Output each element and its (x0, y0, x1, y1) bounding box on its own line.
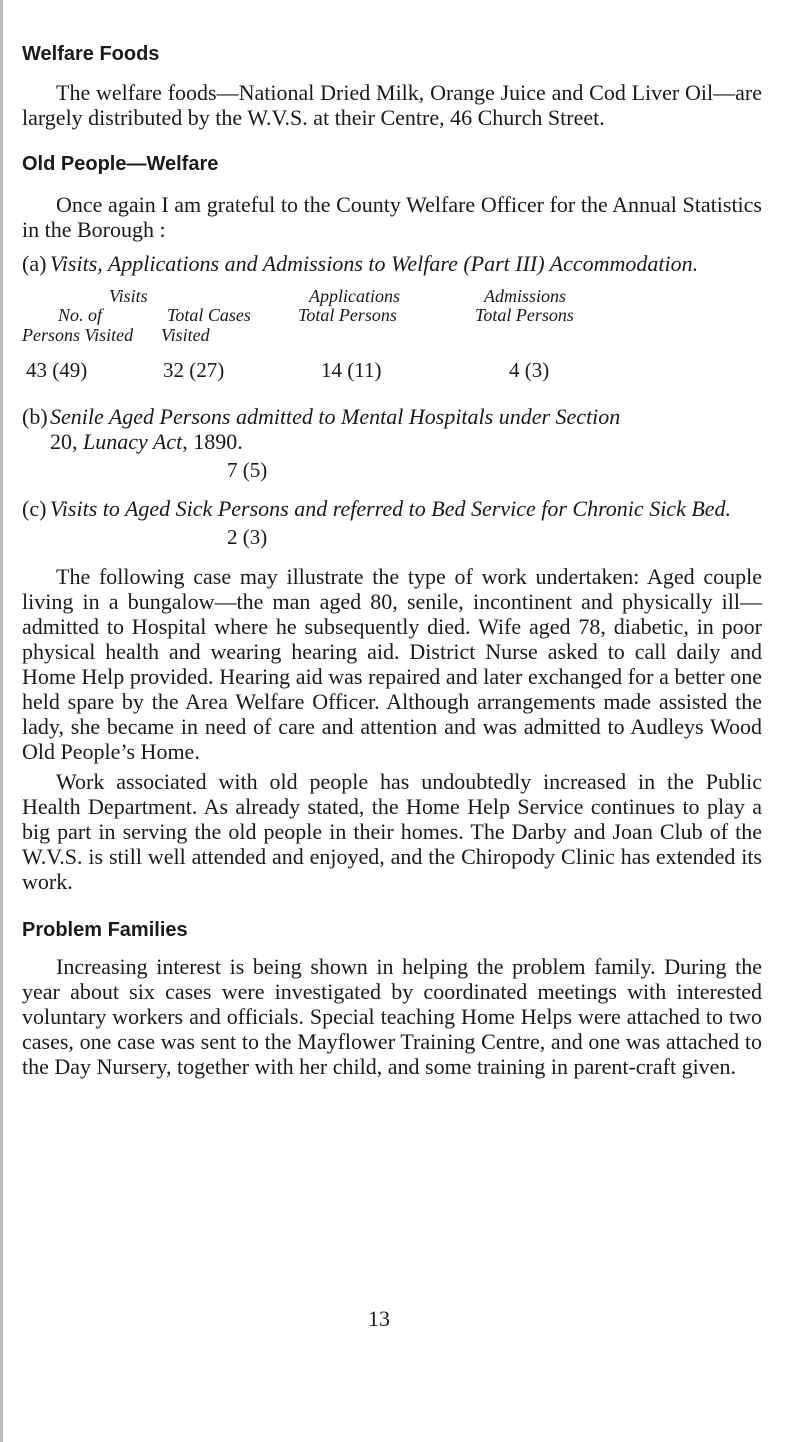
item-c-text: Visits to Aged Sick Persons and referred to Bed Service for Chronic Sick Bed. (50, 496, 732, 521)
item-c-label: (c) (22, 496, 47, 521)
table-header-visits: Visits (109, 286, 148, 306)
document-page (22, 40, 762, 1079)
page-number: 13 (368, 1306, 390, 1331)
item-a (22, 251, 762, 276)
item-b (22, 404, 762, 454)
table-header-admissions: Admissions (484, 286, 567, 306)
heading-old-people-welfare: Old People—Welfare (22, 153, 219, 175)
table-col1-line1: No. of (58, 305, 103, 325)
item-a-label: (a) (22, 251, 47, 276)
old-people-intro: Once again I am grateful to the County Welfare Officer for the Annual Statistics in the Borough : (22, 192, 762, 242)
table-value-applications: 14 (11) (321, 358, 382, 382)
table-col4: Total Persons (475, 305, 574, 325)
table-col2-line2: Visited (161, 325, 210, 345)
table-col3: Total Persons (298, 305, 397, 325)
problem-families-paragraph: Increasing interest is being shown in helping the problem family. During the year about six cases were investigated by coordinated meetings with interested voluntary workers and officials. Special teaching Home Helps were attached to two cases, one case was sent to the Mayflower Training Centre, and one was attached to the Day Nursery, together with her child, and some training in parent-craft given. (22, 954, 762, 1079)
heading-welfare-foods: Welfare Foods (22, 43, 160, 65)
item-c (22, 496, 762, 521)
table-col1-line2: Persons Visited (22, 325, 134, 345)
welfare-foods-paragraph: The welfare foods—National Dried Milk, Orange Juice and Cod Liver Oil—are largely distributed by the W.V.S. at their Centre, 46 Church Street. (22, 80, 762, 130)
statistics-table (22, 286, 762, 396)
table-value-cases-visited: 32 (27) (163, 358, 225, 382)
item-a-text: Visits, Applications and Admissions to Welfare (Part III) Accommodation. (50, 251, 699, 276)
item-b-act-name: Lunacy Act (83, 429, 183, 454)
table-value-admissions: 4 (3) (509, 358, 550, 382)
work-paragraph: Work associated with old people has undoubtedly increased in the Public Health Department. As already stated, the Home Help Service continues to play a big part in serving the old people in their homes. The Darby and Joan Club of the W.V.S. is still well attended and enjoyed, and the Chiropody Clinic has extended its work. (22, 769, 762, 894)
item-b-text: Senile Aged Persons admitted to Mental Hospitals under Section (50, 404, 621, 429)
item-c-value: 2 (3) (227, 525, 268, 549)
table-col2-line1: Total Cases (167, 305, 251, 325)
table-value-persons-visited: 43 (49) (26, 358, 88, 382)
item-b-act-year: , 1890. (182, 429, 243, 454)
item-b-value: 7 (5) (227, 458, 268, 482)
item-b-section-number: 20, (50, 429, 83, 454)
item-b-label: (b) (22, 404, 48, 429)
case-paragraph: The following case may illustrate the type of work undertaken: Aged couple living in a bungalow—the man aged 80, senile, incontinent and physically ill—admitted to Hospital where he subsequently died. Wife aged 78, diabetic, in poor physical health and wearing hearing aid. District Nurse asked to call daily and Home Help provided. Hearing aid was repaired and later exchanged for a better one held spare by the Area Welfare Officer. Although arrangements made assisted the lady, she became in need of care and attention and was admitted to Audleys Wood Old People’s Home. (22, 564, 762, 764)
table-header-applications: Applications (309, 286, 400, 306)
heading-problem-families: Problem Families (22, 919, 188, 941)
page-edge-shadow (0, 0, 3, 1442)
